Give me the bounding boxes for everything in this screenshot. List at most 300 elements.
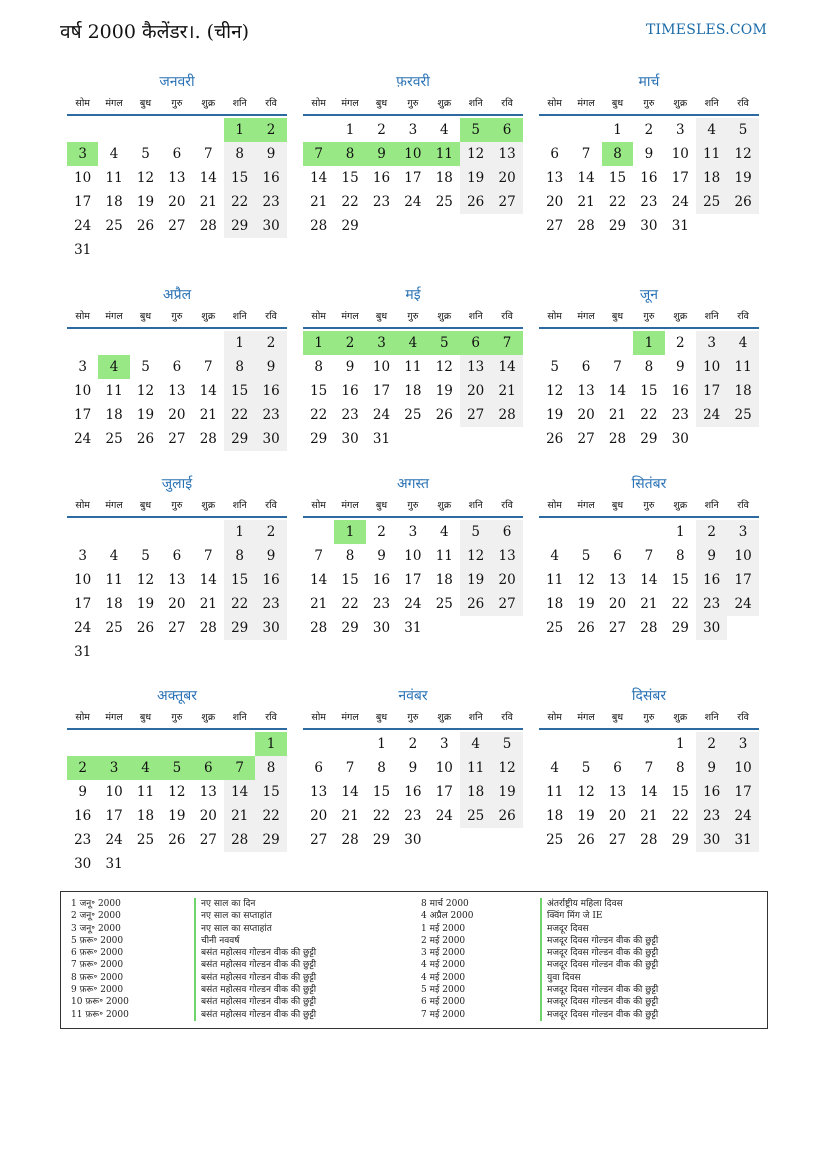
day-cell[interactable]: 2 xyxy=(696,732,727,756)
day-cell[interactable]: 28 xyxy=(341,832,359,848)
day-cell[interactable]: 1 xyxy=(224,520,255,544)
day-cell[interactable]: 11 xyxy=(696,142,727,166)
day-cell[interactable]: 7 xyxy=(314,548,323,564)
day-cell[interactable]: 30 xyxy=(696,616,727,640)
day-cell[interactable]: 17 xyxy=(74,407,92,423)
day-cell[interactable]: 13 xyxy=(546,170,564,186)
day-cell[interactable]: 10 xyxy=(727,544,758,568)
day-cell[interactable]: 28 xyxy=(199,620,217,636)
day-cell[interactable]: 11 xyxy=(435,548,453,564)
day-cell[interactable]: 16 xyxy=(671,383,689,399)
day-cell[interactable]: 7 xyxy=(491,331,522,355)
day-cell[interactable]: 10 xyxy=(74,383,92,399)
day-cell[interactable]: 17 xyxy=(74,194,92,210)
day-cell[interactable]: 17 xyxy=(404,170,422,186)
day-cell[interactable]: 19 xyxy=(136,407,155,423)
day-cell[interactable]: 26 xyxy=(168,832,186,848)
day-cell[interactable]: 3 xyxy=(727,732,758,756)
day-cell[interactable]: 4 xyxy=(109,146,119,162)
day-cell[interactable]: 18 xyxy=(546,808,564,824)
day-cell[interactable]: 9 xyxy=(675,359,685,375)
day-cell[interactable]: 29 xyxy=(224,616,255,640)
day-cell[interactable]: 19 xyxy=(460,568,491,592)
day-cell[interactable]: 17 xyxy=(435,784,453,800)
day-cell[interactable]: 4 xyxy=(727,331,758,355)
day-cell[interactable]: 15 xyxy=(608,170,627,186)
day-cell[interactable]: 18 xyxy=(105,596,123,612)
day-cell[interactable]: 9 xyxy=(408,760,418,776)
day-cell[interactable]: 18 xyxy=(460,780,491,804)
day-cell[interactable]: 1 xyxy=(224,118,255,142)
day-cell[interactable]: 12 xyxy=(435,359,453,375)
day-cell[interactable]: 28 xyxy=(199,218,217,234)
day-cell[interactable]: 9 xyxy=(377,548,386,564)
day-cell[interactable]: 3 xyxy=(439,736,449,752)
day-cell[interactable]: 19 xyxy=(136,194,155,210)
day-cell[interactable]: 18 xyxy=(105,194,123,210)
day-cell[interactable]: 17 xyxy=(727,780,758,804)
day-cell[interactable]: 29 xyxy=(372,832,391,848)
day-cell[interactable]: 13 xyxy=(310,784,328,800)
day-cell[interactable]: 12 xyxy=(136,170,155,186)
day-cell[interactable]: 26 xyxy=(577,620,595,636)
day-cell[interactable]: 18 xyxy=(105,407,123,423)
day-cell[interactable]: 19 xyxy=(577,596,595,612)
day-cell[interactable]: 11 xyxy=(727,355,758,379)
day-cell[interactable]: 8 xyxy=(334,142,365,166)
day-cell[interactable]: 4 xyxy=(397,331,428,355)
day-cell[interactable]: 23 xyxy=(404,808,422,824)
day-cell[interactable]: 14 xyxy=(577,170,595,186)
day-cell[interactable]: 21 xyxy=(341,808,359,824)
day-cell[interactable]: 13 xyxy=(491,544,522,568)
day-cell[interactable]: 22 xyxy=(341,194,359,210)
day-cell[interactable]: 8 xyxy=(377,760,386,776)
day-cell[interactable]: 7 xyxy=(203,146,213,162)
day-cell[interactable]: 28 xyxy=(640,620,658,636)
day-cell[interactable]: 30 xyxy=(255,616,286,640)
day-cell[interactable]: 16 xyxy=(255,166,286,190)
day-cell[interactable]: 25 xyxy=(136,832,155,848)
day-cell[interactable]: 6 xyxy=(314,760,323,776)
day-cell[interactable]: 14 xyxy=(224,780,255,804)
day-cell[interactable]: 1 xyxy=(224,331,255,355)
day-cell[interactable]: 29 xyxy=(224,214,255,238)
day-cell[interactable]: 23 xyxy=(255,403,286,427)
day-cell[interactable]: 4 xyxy=(109,548,119,564)
day-cell[interactable]: 29 xyxy=(224,427,255,451)
day-cell[interactable]: 19 xyxy=(727,166,758,190)
day-cell[interactable]: 30 xyxy=(74,856,92,872)
day-cell[interactable]: 2 xyxy=(334,331,365,355)
day-cell[interactable]: 16 xyxy=(372,170,391,186)
day-cell[interactable]: 6 xyxy=(172,146,182,162)
day-cell[interactable]: 21 xyxy=(310,596,328,612)
day-cell[interactable]: 10 xyxy=(74,572,92,588)
day-cell[interactable]: 8 xyxy=(675,760,685,776)
day-cell[interactable]: 17 xyxy=(105,808,123,824)
day-cell[interactable]: 30 xyxy=(341,431,359,447)
day-cell[interactable]: 7 xyxy=(644,760,654,776)
day-cell[interactable]: 4 xyxy=(439,122,449,138)
day-cell[interactable]: 3 xyxy=(67,142,98,166)
day-cell[interactable]: 2 xyxy=(67,756,98,780)
day-cell[interactable]: 19 xyxy=(577,808,595,824)
day-cell[interactable]: 4 xyxy=(460,732,491,756)
day-cell[interactable]: 13 xyxy=(608,784,627,800)
day-cell[interactable]: 9 xyxy=(78,784,87,800)
day-cell[interactable]: 22 xyxy=(341,596,359,612)
day-cell[interactable]: 28 xyxy=(310,620,328,636)
day-cell[interactable]: 10 xyxy=(105,784,123,800)
day-cell[interactable]: 6 xyxy=(460,331,491,355)
day-cell[interactable]: 27 xyxy=(168,431,186,447)
day-cell[interactable]: 11 xyxy=(105,572,123,588)
day-cell[interactable]: 30 xyxy=(671,431,689,447)
day-cell[interactable]: 8 xyxy=(675,548,685,564)
day-cell[interactable]: 24 xyxy=(404,596,422,612)
day-cell[interactable]: 7 xyxy=(345,760,355,776)
day-cell[interactable]: 16 xyxy=(255,379,286,403)
day-cell[interactable]: 27 xyxy=(460,403,491,427)
day-cell[interactable]: 5 xyxy=(581,760,591,776)
day-cell[interactable]: 6 xyxy=(550,146,559,162)
day-cell[interactable]: 15 xyxy=(224,568,255,592)
day-cell[interactable]: 5 xyxy=(161,756,192,780)
day-cell[interactable]: 23 xyxy=(372,596,391,612)
day-cell[interactable]: 7 xyxy=(613,359,622,375)
day-cell[interactable]: 25 xyxy=(460,804,491,828)
day-cell[interactable]: 5 xyxy=(141,548,150,564)
day-cell[interactable]: 27 xyxy=(310,832,328,848)
day-cell[interactable]: 15 xyxy=(310,383,328,399)
day-cell[interactable]: 7 xyxy=(203,548,213,564)
day-cell[interactable]: 21 xyxy=(491,379,522,403)
day-cell[interactable]: 12 xyxy=(577,784,595,800)
day-cell[interactable]: 3 xyxy=(78,548,87,564)
day-cell[interactable]: 2 xyxy=(377,122,386,138)
day-cell[interactable]: 12 xyxy=(136,383,155,399)
day-cell[interactable]: 21 xyxy=(199,596,217,612)
day-cell[interactable]: 4 xyxy=(696,118,727,142)
day-cell[interactable]: 30 xyxy=(404,832,422,848)
day-cell[interactable]: 20 xyxy=(310,808,328,824)
day-cell[interactable]: 4 xyxy=(130,756,161,780)
day-cell[interactable]: 13 xyxy=(199,784,217,800)
day-cell[interactable]: 31 xyxy=(404,620,422,636)
day-cell[interactable]: 4 xyxy=(98,355,129,379)
day-cell[interactable]: 9 xyxy=(366,142,397,166)
day-cell[interactable]: 17 xyxy=(404,572,422,588)
day-cell[interactable]: 19 xyxy=(168,808,186,824)
day-cell[interactable]: 13 xyxy=(168,572,186,588)
day-cell[interactable]: 22 xyxy=(224,403,255,427)
day-cell[interactable]: 13 xyxy=(460,355,491,379)
day-cell[interactable]: 9 xyxy=(644,146,654,162)
day-cell[interactable]: 29 xyxy=(671,832,689,848)
day-cell[interactable]: 6 xyxy=(581,359,591,375)
day-cell[interactable]: 13 xyxy=(577,383,595,399)
day-cell[interactable]: 5 xyxy=(727,118,758,142)
day-cell[interactable]: 30 xyxy=(696,828,727,852)
day-cell[interactable]: 6 xyxy=(491,520,522,544)
day-cell[interactable]: 12 xyxy=(460,142,491,166)
day-cell[interactable]: 22 xyxy=(640,407,658,423)
day-cell[interactable]: 25 xyxy=(435,596,453,612)
day-cell[interactable]: 8 xyxy=(314,359,323,375)
day-cell[interactable]: 8 xyxy=(255,756,286,780)
day-cell[interactable]: 16 xyxy=(696,780,727,804)
day-cell[interactable]: 25 xyxy=(105,620,123,636)
day-cell[interactable]: 28 xyxy=(491,403,522,427)
day-cell[interactable]: 18 xyxy=(727,379,758,403)
day-cell[interactable]: 9 xyxy=(696,756,727,780)
day-cell[interactable]: 23 xyxy=(74,832,92,848)
day-cell[interactable]: 11 xyxy=(136,784,155,800)
day-cell[interactable]: 31 xyxy=(74,242,92,258)
day-cell[interactable]: 29 xyxy=(341,620,359,636)
day-cell[interactable]: 10 xyxy=(74,170,92,186)
day-cell[interactable]: 5 xyxy=(141,359,150,375)
day-cell[interactable]: 27 xyxy=(608,832,627,848)
day-cell[interactable]: 18 xyxy=(546,596,564,612)
day-cell[interactable]: 8 xyxy=(224,142,255,166)
day-cell[interactable]: 12 xyxy=(727,142,758,166)
day-cell[interactable]: 22 xyxy=(255,804,286,828)
day-cell[interactable]: 2 xyxy=(675,335,685,351)
day-cell[interactable]: 18 xyxy=(404,383,422,399)
day-cell[interactable]: 28 xyxy=(199,431,217,447)
day-cell[interactable]: 26 xyxy=(136,218,155,234)
day-cell[interactable]: 17 xyxy=(671,170,689,186)
day-cell[interactable]: 28 xyxy=(640,832,658,848)
day-cell[interactable]: 10 xyxy=(404,548,422,564)
day-cell[interactable]: 3 xyxy=(727,520,758,544)
day-cell[interactable]: 20 xyxy=(168,596,186,612)
day-cell[interactable]: 28 xyxy=(608,431,627,447)
day-cell[interactable]: 27 xyxy=(546,218,564,234)
day-cell[interactable]: 26 xyxy=(727,190,758,214)
day-cell[interactable]: 24 xyxy=(727,592,758,616)
day-cell[interactable]: 9 xyxy=(255,355,286,379)
day-cell[interactable]: 7 xyxy=(644,548,654,564)
day-cell[interactable]: 26 xyxy=(546,431,564,447)
day-cell[interactable]: 8 xyxy=(602,142,633,166)
day-cell[interactable]: 25 xyxy=(546,620,564,636)
day-cell[interactable]: 10 xyxy=(671,146,689,162)
day-cell[interactable]: 24 xyxy=(696,403,727,427)
day-cell[interactable]: 28 xyxy=(224,828,255,852)
day-cell[interactable]: 14 xyxy=(310,170,328,186)
day-cell[interactable]: 2 xyxy=(255,520,286,544)
day-cell[interactable]: 22 xyxy=(671,808,689,824)
day-cell[interactable]: 15 xyxy=(341,572,359,588)
day-cell[interactable]: 5 xyxy=(460,118,491,142)
day-cell[interactable]: 31 xyxy=(372,431,391,447)
day-cell[interactable]: 8 xyxy=(224,355,255,379)
day-cell[interactable]: 23 xyxy=(372,194,391,210)
day-cell[interactable]: 17 xyxy=(696,379,727,403)
day-cell[interactable]: 26 xyxy=(491,804,522,828)
day-cell[interactable]: 11 xyxy=(105,383,123,399)
day-cell[interactable]: 25 xyxy=(105,218,123,234)
day-cell[interactable]: 14 xyxy=(310,572,328,588)
day-cell[interactable]: 9 xyxy=(255,544,286,568)
day-cell[interactable]: 9 xyxy=(255,142,286,166)
day-cell[interactable]: 2 xyxy=(644,122,654,138)
day-cell[interactable]: 11 xyxy=(460,756,491,780)
day-cell[interactable]: 26 xyxy=(435,407,453,423)
day-cell[interactable]: 27 xyxy=(168,620,186,636)
day-cell[interactable]: 26 xyxy=(460,592,491,616)
day-cell[interactable]: 25 xyxy=(696,190,727,214)
day-cell[interactable]: 16 xyxy=(255,568,286,592)
day-cell[interactable]: 21 xyxy=(224,804,255,828)
day-cell[interactable]: 21 xyxy=(640,808,658,824)
day-cell[interactable]: 29 xyxy=(310,431,328,447)
day-cell[interactable]: 15 xyxy=(640,383,658,399)
day-cell[interactable]: 26 xyxy=(577,832,595,848)
day-cell[interactable]: 15 xyxy=(255,780,286,804)
day-cell[interactable]: 3 xyxy=(675,122,685,138)
day-cell[interactable]: 14 xyxy=(608,383,627,399)
day-cell[interactable]: 31 xyxy=(105,856,123,872)
day-cell[interactable]: 30 xyxy=(255,214,286,238)
day-cell[interactable]: 12 xyxy=(546,383,564,399)
day-cell[interactable]: 10 xyxy=(435,760,453,776)
day-cell[interactable]: 21 xyxy=(310,194,328,210)
day-cell[interactable]: 20 xyxy=(491,166,522,190)
day-cell[interactable]: 1 xyxy=(255,732,286,756)
day-cell[interactable]: 29 xyxy=(255,828,286,852)
day-cell[interactable]: 5 xyxy=(141,146,150,162)
day-cell[interactable]: 1 xyxy=(303,331,334,355)
day-cell[interactable]: 7 xyxy=(224,756,255,780)
day-cell[interactable]: 4 xyxy=(550,760,559,776)
day-cell[interactable]: 2 xyxy=(696,520,727,544)
day-cell[interactable]: 11 xyxy=(404,359,422,375)
day-cell[interactable]: 7 xyxy=(203,359,213,375)
day-cell[interactable]: 12 xyxy=(168,784,186,800)
day-cell[interactable]: 16 xyxy=(696,568,727,592)
day-cell[interactable]: 16 xyxy=(404,784,422,800)
day-cell[interactable]: 1 xyxy=(633,331,664,355)
day-cell[interactable]: 12 xyxy=(460,544,491,568)
day-cell[interactable]: 20 xyxy=(546,194,564,210)
day-cell[interactable]: 23 xyxy=(696,804,727,828)
day-cell[interactable]: 27 xyxy=(608,620,627,636)
day-cell[interactable]: 2 xyxy=(255,118,286,142)
day-cell[interactable]: 14 xyxy=(640,784,658,800)
day-cell[interactable]: 7 xyxy=(303,142,334,166)
day-cell[interactable]: 5 xyxy=(550,359,559,375)
day-cell[interactable]: 23 xyxy=(341,407,359,423)
day-cell[interactable]: 9 xyxy=(345,359,355,375)
day-cell[interactable]: 15 xyxy=(224,379,255,403)
day-cell[interactable]: 3 xyxy=(98,756,129,780)
day-cell[interactable]: 23 xyxy=(255,190,286,214)
day-cell[interactable]: 22 xyxy=(224,592,255,616)
day-cell[interactable]: 23 xyxy=(640,194,658,210)
day-cell[interactable]: 11 xyxy=(546,784,564,800)
day-cell[interactable]: 24 xyxy=(727,804,758,828)
day-cell[interactable]: 18 xyxy=(136,808,155,824)
day-cell[interactable]: 22 xyxy=(608,194,627,210)
day-cell[interactable]: 24 xyxy=(74,218,92,234)
day-cell[interactable]: 3 xyxy=(78,359,87,375)
day-cell[interactable]: 1 xyxy=(345,122,355,138)
day-cell[interactable]: 28 xyxy=(577,218,595,234)
day-cell[interactable]: 17 xyxy=(74,596,92,612)
day-cell[interactable]: 13 xyxy=(168,383,186,399)
day-cell[interactable]: 12 xyxy=(136,572,155,588)
day-cell[interactable]: 7 xyxy=(581,146,591,162)
day-cell[interactable]: 4 xyxy=(550,548,559,564)
day-cell[interactable]: 25 xyxy=(546,832,564,848)
day-cell[interactable]: 20 xyxy=(460,379,491,403)
day-cell[interactable]: 15 xyxy=(341,170,359,186)
day-cell[interactable]: 6 xyxy=(613,548,622,564)
day-cell[interactable]: 19 xyxy=(546,407,564,423)
day-cell[interactable]: 5 xyxy=(460,520,491,544)
day-cell[interactable]: 1 xyxy=(675,736,685,752)
day-cell[interactable]: 4 xyxy=(439,524,449,540)
day-cell[interactable]: 2 xyxy=(377,524,386,540)
day-cell[interactable]: 6 xyxy=(172,548,182,564)
day-cell[interactable]: 9 xyxy=(696,544,727,568)
day-cell[interactable]: 10 xyxy=(696,355,727,379)
day-cell[interactable]: 1 xyxy=(334,520,365,544)
day-cell[interactable]: 26 xyxy=(136,620,155,636)
day-cell[interactable]: 30 xyxy=(255,427,286,451)
day-cell[interactable]: 11 xyxy=(546,572,564,588)
day-cell[interactable]: 20 xyxy=(199,808,217,824)
day-cell[interactable]: 25 xyxy=(404,407,422,423)
day-cell[interactable]: 31 xyxy=(671,218,689,234)
day-cell[interactable]: 3 xyxy=(696,331,727,355)
day-cell[interactable]: 16 xyxy=(640,170,658,186)
day-cell[interactable]: 14 xyxy=(640,572,658,588)
day-cell[interactable]: 21 xyxy=(577,194,595,210)
day-cell[interactable]: 23 xyxy=(255,592,286,616)
day-cell[interactable]: 14 xyxy=(491,355,522,379)
day-cell[interactable]: 21 xyxy=(199,194,217,210)
day-cell[interactable]: 27 xyxy=(491,592,522,616)
day-cell[interactable]: 17 xyxy=(727,568,758,592)
day-cell[interactable]: 26 xyxy=(460,190,491,214)
day-cell[interactable]: 13 xyxy=(168,170,186,186)
day-cell[interactable]: 8 xyxy=(224,544,255,568)
day-cell[interactable]: 5 xyxy=(429,331,460,355)
day-cell[interactable]: 20 xyxy=(608,808,627,824)
day-cell[interactable]: 25 xyxy=(105,431,123,447)
day-cell[interactable]: 12 xyxy=(577,572,595,588)
day-cell[interactable]: 19 xyxy=(136,596,155,612)
day-cell[interactable]: 30 xyxy=(640,218,658,234)
day-cell[interactable]: 18 xyxy=(696,166,727,190)
day-cell[interactable]: 1 xyxy=(377,736,386,752)
day-cell[interactable]: 3 xyxy=(408,122,418,138)
day-cell[interactable]: 29 xyxy=(640,431,658,447)
day-cell[interactable]: 2 xyxy=(408,736,418,752)
day-cell[interactable]: 31 xyxy=(727,828,758,852)
day-cell[interactable]: 14 xyxy=(199,170,217,186)
day-cell[interactable]: 1 xyxy=(675,524,685,540)
day-cell[interactable]: 3 xyxy=(408,524,418,540)
day-cell[interactable]: 21 xyxy=(640,596,658,612)
day-cell[interactable]: 19 xyxy=(491,780,522,804)
day-cell[interactable]: 20 xyxy=(168,407,186,423)
